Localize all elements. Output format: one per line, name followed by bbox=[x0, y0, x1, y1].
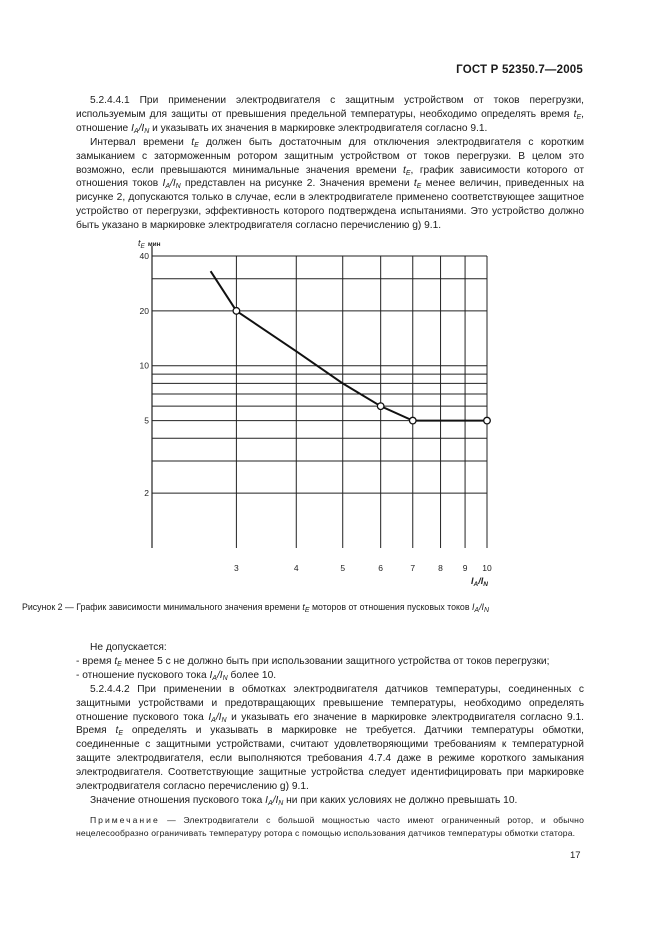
data-point bbox=[377, 403, 384, 410]
x-axis-label: $I_A/I_N$ bbox=[471, 576, 488, 588]
y-axis-label: $t_E$ $^{мин}$ bbox=[138, 238, 161, 250]
not-allowed-heading: Не допускается: bbox=[90, 642, 167, 653]
data-point bbox=[409, 417, 416, 424]
y-tick-label: 40 bbox=[139, 251, 149, 261]
y-tick-label: 10 bbox=[139, 360, 149, 371]
series-line bbox=[211, 271, 487, 420]
symbol-t-e: $t_E$ bbox=[413, 178, 422, 191]
y-tick-label: 5 bbox=[144, 415, 149, 426]
figure-caption: Рисунок 2 — График зависимости минимального значения времени $t_E$ моторов от отношения пусковых токов $I_A/I_N$ bbox=[22, 602, 490, 614]
paragraph-5-2-4-4-1: 5.2.4.4.1 При применении электродвигателя с защитным устройством от токов перегрузки, используемым для защиты от превышения предельной температуры, необходимо определять время $t_E$, отношение $I_A/I_N$ и указывать их значения в маркировке электродвигателя согласно 9.1. bbox=[76, 95, 584, 135]
symbol-t-e: $t_E$ bbox=[573, 108, 582, 121]
symbol-t-e: $t_E$ bbox=[191, 136, 199, 149]
paragraph-interval: Интервал времени $t_E$ должен быть достаточным для отключения электродвигателя с коротким замыканием с заторможенным ротором защитным устройством от токов перегрузки. В целом это возможно, если превышаются минимальные значения времени $t_E$, график зависимости которого от отношения токов $I_A/I_N$ представлен на рисунке 2. Значения времени $t_E$ менее величин, приведенных на рисунке 2, допускаются только в случае, если в электродвигателе применено соответствующее защитное устройство от перегрузки, эффективность которого подтверждена испытаниями. Это устройство должно быть указано в маркировке электродвигателя согласно перечислению g) 9.1. bbox=[76, 136, 584, 232]
symbol-t-e: $t_E$ bbox=[115, 725, 124, 738]
x-tick-label: 10 bbox=[482, 563, 492, 573]
symbol-current-ratio: $I_A/I_N$ bbox=[131, 122, 150, 135]
x-tick-label: 3 bbox=[234, 563, 239, 573]
symbol-t-e: $t_E$ bbox=[403, 164, 411, 177]
list-item: - отношение пускового тока $I_A/I_N$ более 10. bbox=[76, 669, 277, 682]
symbol-current-ratio: $I_A/I_N$ bbox=[209, 669, 228, 682]
paragraph-ratio-limit: Значение отношения пускового тока $I_A/I_N$ ни при каких условиях не должно превышать 10. bbox=[90, 794, 518, 807]
symbol-current-ratio: $I_A/I_N$ bbox=[162, 178, 181, 191]
x-tick-label: 4 bbox=[293, 563, 299, 573]
y-tick-label: 2 bbox=[144, 488, 149, 499]
symbol-t-e: $t_E$ bbox=[302, 602, 310, 614]
x-tick-label: 8 bbox=[438, 563, 443, 573]
list-item: - время $t_E$ менее 5 с не должно быть при использовании защитного устройства от токов перегрузки; bbox=[76, 655, 550, 668]
x-tick-label: 6 bbox=[378, 563, 384, 573]
symbol-current-ratio: $I_A/I_N$ bbox=[208, 711, 227, 724]
data-point bbox=[233, 308, 240, 315]
bottom-text bbox=[76, 641, 584, 840]
document-header: ГОСТ Р 52350.7—2005 bbox=[456, 64, 583, 76]
page-number: 17 bbox=[570, 850, 581, 861]
paragraph-5-2-4-4-2: 5.2.4.4.2 При применении в обмотках электродвигателя датчиков температуры, соединенных с защитными устройствами и предотвращающих превышение температуры, необходимо определять отношение пускового тока $I_A/I_N$ и указывать его значение в маркировке электродвигателя согласно 9.1. Время $t_E$ определять и указывать в маркировке не требуется. Датчики температуры обмотки, соединенные с защитными устройствами, считают удовлетворяющими требованиям к температурной защите электродвигателя, если выполняются требования 4.7.4 даже в режиме короткого замыкания электродвигателя. Соответствующие защитные устройства следует идентифицировать при маркировке электродвигателя согласно перечислению g) 9.1. bbox=[76, 683, 584, 793]
symbol-current-ratio: $I_A/I_N$ bbox=[471, 602, 490, 614]
x-tick-label: 5 bbox=[340, 563, 346, 573]
note: Примечание — Электродвигатели с большой мощностью часто имеют ограниченный ротор, и обычно нецелесообразно ограничивать температуру ротора с помощью использования датчиков температуры обмотки статора. bbox=[76, 814, 584, 838]
x-tick-label: 9 bbox=[462, 563, 468, 573]
data-point bbox=[484, 417, 491, 424]
symbol-current-ratio: $I_A/I_N$ bbox=[265, 794, 284, 807]
x-tick-label: 7 bbox=[410, 563, 416, 573]
y-tick-label: 20 bbox=[139, 305, 149, 316]
symbol-t-e: $t_E$ bbox=[114, 655, 122, 668]
